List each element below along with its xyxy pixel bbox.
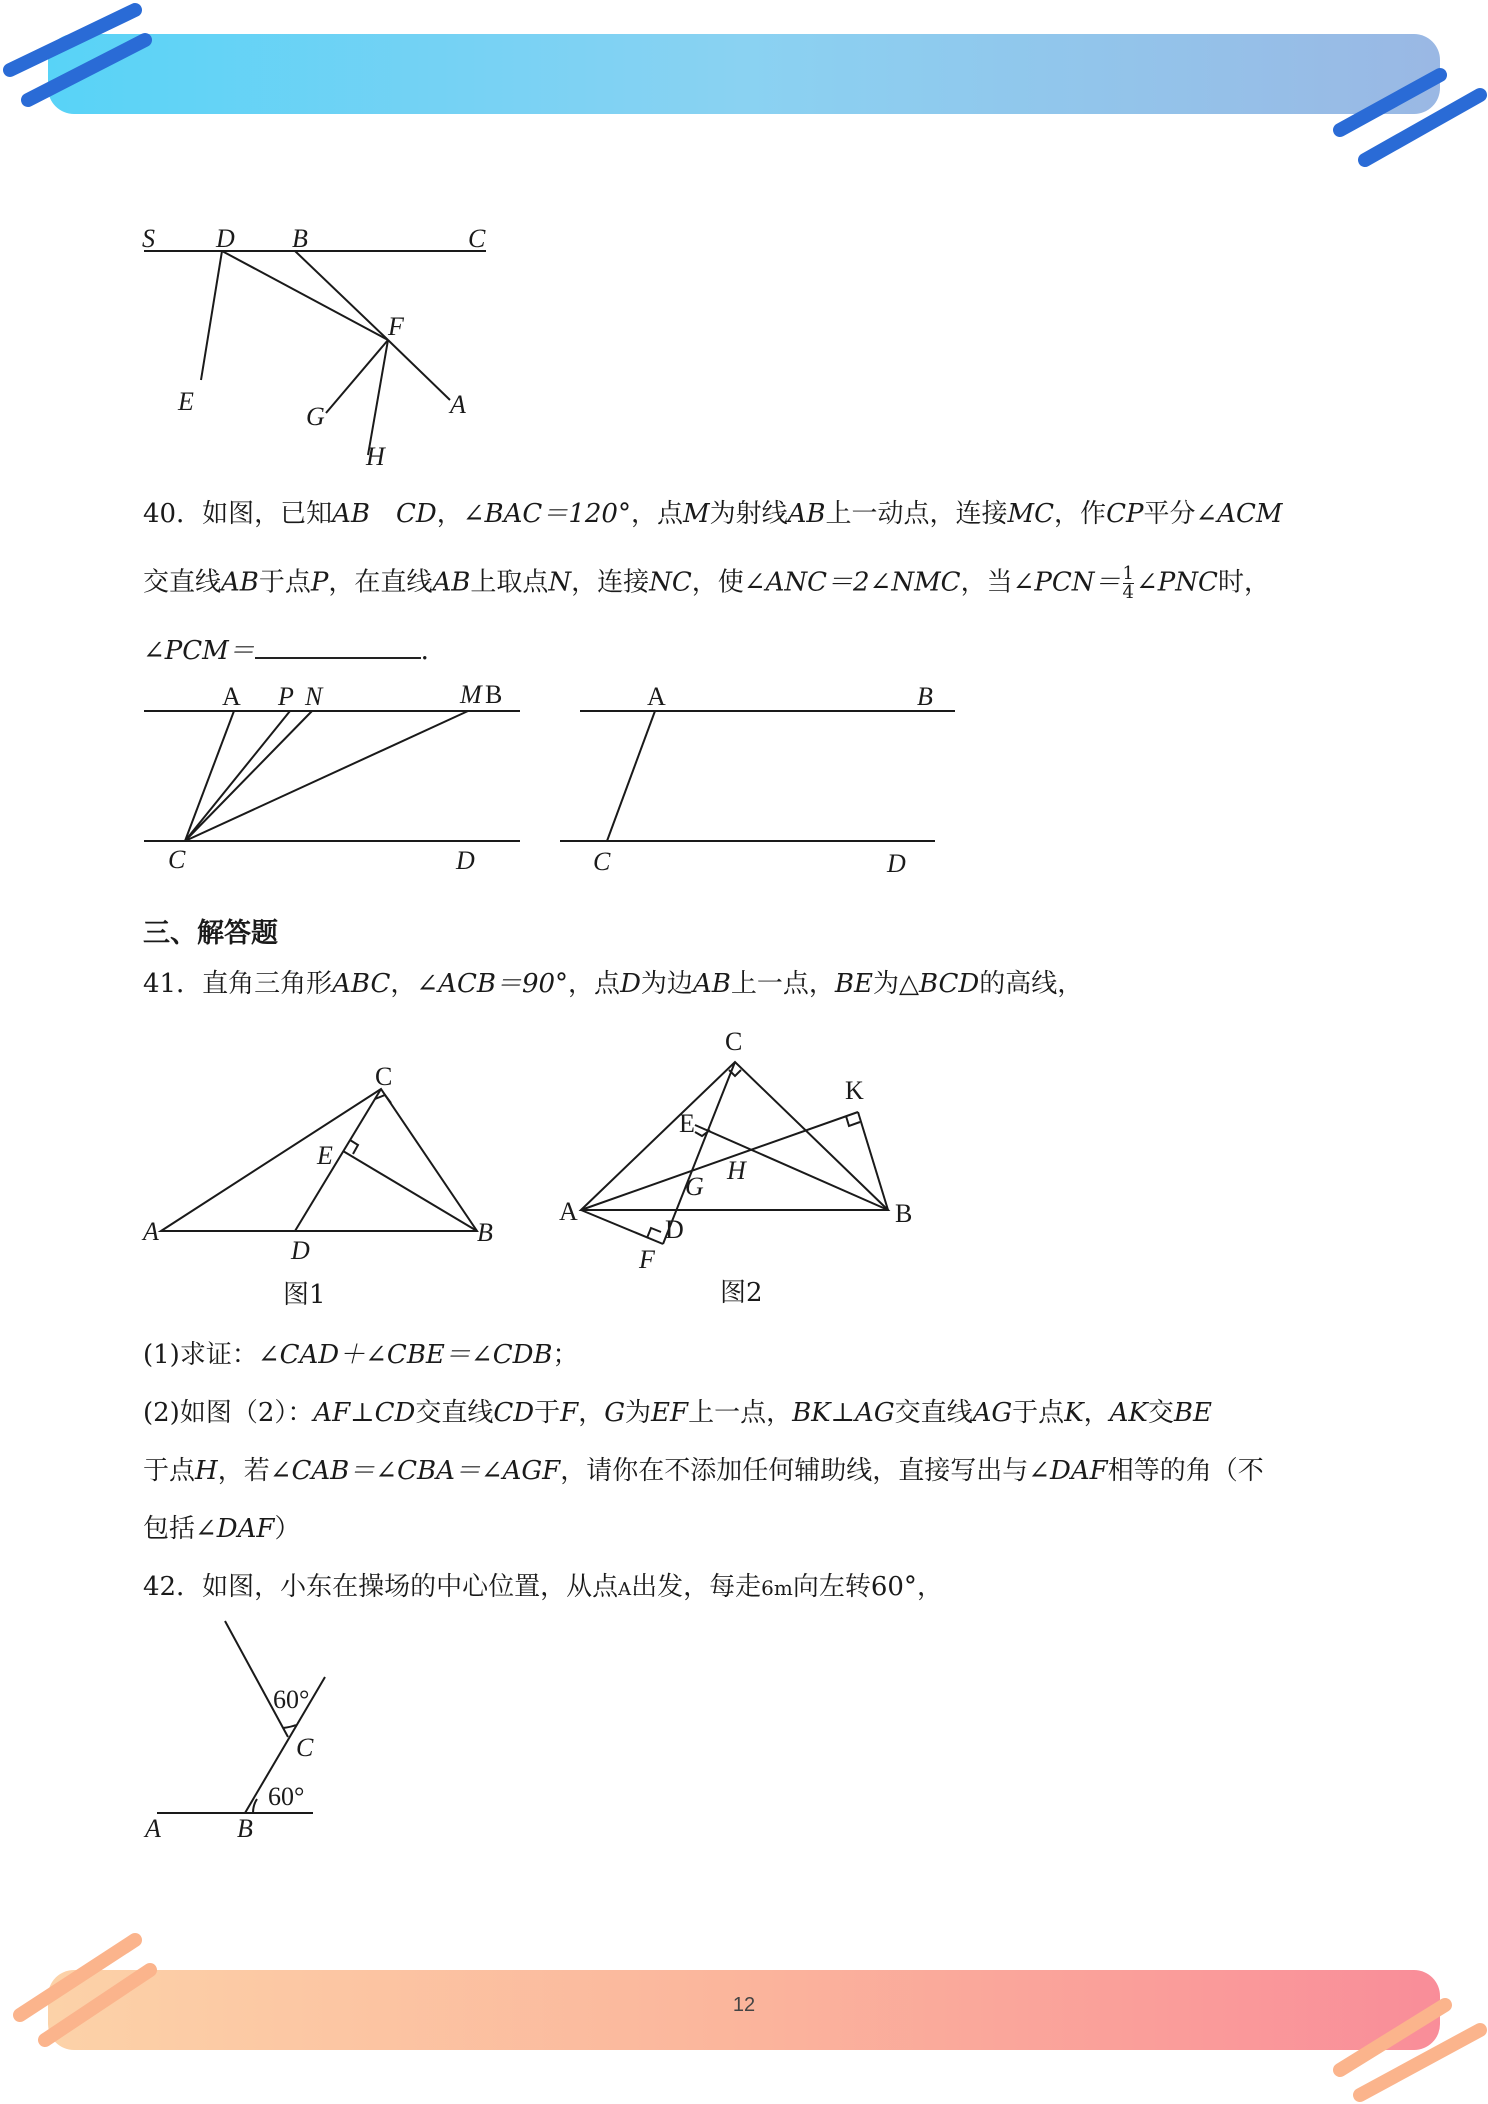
label-B: B [917,682,933,711]
math-BE: BE [834,969,873,999]
q40-text: ，在直线 [328,567,433,598]
q41-text: (2)如图（2）： [143,1398,314,1428]
label-E: E [178,387,194,416]
math-ABC: ABC [332,969,391,999]
label-C: C [593,847,611,876]
label-A: A [559,1197,578,1226]
label-H: H [727,1156,746,1185]
label-F: F [639,1245,655,1274]
q40-text: 上取点 [470,567,549,598]
q41-text: 包括 [143,1514,196,1544]
q41-text: 上一点， [688,1398,793,1428]
math-perp: AF⊥CD [313,1398,416,1428]
label-B: B [485,680,503,709]
q40-text: 上一动点，连接 [825,499,1008,529]
label-D: D [456,846,475,875]
math-F: F [560,1398,579,1428]
q41-text: ， [390,969,417,999]
math-perp: BK⊥AG [792,1398,895,1428]
q42-line1 [143,1570,943,1607]
q41-text: 为 [625,1398,652,1428]
q41-text: ，请你在不添加任何辅助线，直接写出与 [560,1456,1029,1486]
q40-number: 40． [143,499,203,529]
q41-text: (1)求证： [143,1340,258,1370]
math-condition2: ∠PCN＝ [1012,567,1121,598]
math-AB: AB [221,567,259,598]
q41-text: 交直线 [894,1398,973,1428]
q41-text: ， [1083,1398,1110,1428]
label-E: E [679,1109,695,1138]
q41-text: ； [552,1340,579,1370]
label-G: G [685,1172,704,1201]
q42-text: ， [916,1572,943,1602]
math-angle-equation: ∠CAB＝∠CBA＝∠AGF [269,1456,561,1486]
math-EF: EF [651,1398,689,1428]
label-P: P [278,682,294,711]
q40-line2 [143,565,1270,602]
q41-figure1 [135,1055,515,1265]
math-angle-acb: ∠ACB＝90° [416,969,569,999]
fraction-denominator: 4 [1122,582,1134,603]
label-F: F [388,312,404,341]
label-B: B [477,1218,493,1247]
label-G: G [306,402,325,431]
q41-text: 相等的角（不 [1107,1456,1264,1486]
fraction-one-quarter [1123,565,1134,602]
label-C: C [168,845,186,874]
label-A: A [143,1217,159,1246]
q40-text: ，使 [691,567,744,598]
math-angle-bac: ∠BAC＝120° [462,499,631,529]
label-B: B [895,1199,913,1228]
answer-blank[interactable] [255,635,421,659]
math-angle-daf: ∠DAF [1028,1456,1108,1486]
q42-text: 出发，每走 [631,1572,762,1602]
math-AB: AB [787,499,826,529]
math-A: A [618,1579,632,1600]
q41-text: ） [274,1514,301,1544]
q41-text: 上一点， [730,969,835,999]
math-angle-equation: ∠CAD＋∠CBE＝∠CDB [257,1340,553,1370]
math-AB: AB [692,969,731,999]
q40-line1 [143,497,1283,531]
figure2-caption: 图2 [720,1278,763,1308]
label-D: D [291,1236,310,1265]
math-CP: CP [1106,499,1144,529]
math-angle-acm: ∠ACM [1195,499,1283,529]
q42-text: 如图，小东在操场的中心位置，从点 [202,1572,619,1602]
q41-line1 [143,967,1083,1001]
math-AG: AG [972,1398,1013,1428]
q40-text: ． [420,636,447,666]
math-H: H [195,1456,218,1486]
q40-text: ，连接 [571,567,650,598]
q40-text: 平分 [1143,499,1196,529]
fraction-numerator: 1 [1122,563,1134,584]
q41-part2-line1 [143,1396,1212,1430]
q41-text: 交 [1147,1398,1174,1428]
math-M: M [682,499,710,529]
section-title: 三、解答题 [143,918,278,949]
angle-top-label: 60° [273,1685,310,1714]
label-D: D [887,849,906,878]
q41-text: 为边 [640,969,693,999]
angle-bottom-label: 60° [268,1782,305,1811]
label-C: C [375,1062,393,1091]
label-C: C [468,224,486,253]
label-D: D [216,224,235,253]
q40-line3 [143,634,447,668]
label-N: N [305,682,323,711]
math-D: D [620,969,641,999]
math-P: P [310,567,329,598]
math-AK: AK [1109,1398,1148,1428]
label-A: A [222,682,241,711]
q42-number: 42． [143,1572,203,1602]
label-A: A [647,682,666,711]
q40-text: ，当 [960,567,1013,598]
q41-text: 于 [534,1398,561,1428]
q40-figure1 [130,675,530,880]
math-AB: AB [432,567,471,598]
q41-text: ， [578,1398,605,1428]
math-N: N [548,567,572,598]
label-B: B [237,1814,253,1843]
q40-text: ， [436,499,463,529]
q41-text: 直角三角形 [202,969,333,999]
q40-figure2 [555,675,965,880]
label-A: A [450,390,466,419]
math-condition2: ∠PNC [1136,567,1218,598]
q42-text: 向左转 [792,1572,871,1602]
label-C: C [725,1027,743,1056]
q41-part1 [143,1338,579,1372]
math-MC: MC [1007,499,1055,529]
math-NC: NC [649,567,692,598]
label-E: E [317,1141,333,1170]
math-condition1: ∠ANC＝2∠NMC [743,567,961,598]
q40-text: 于点 [258,567,311,598]
q41-text: ，若 [217,1456,270,1486]
q41-part2-line3 [143,1512,300,1546]
q40-text: 时， [1217,567,1270,598]
q41-text: 于点 [1012,1398,1065,1428]
q41-text: ，点 [568,969,621,999]
math-BE: BE [1173,1398,1212,1428]
math-angle: 60° [870,1572,917,1602]
page-number: 12 [732,1994,756,2016]
label-S: S [142,224,155,253]
label-A: A [145,1814,161,1843]
q41-text: 的高线， [979,969,1084,999]
q40-text: ，作 [1054,499,1107,529]
figure-ray-diagram [130,215,500,475]
label-K: K [845,1076,864,1105]
figure1-caption: 图1 [283,1280,326,1310]
label-M: M [460,680,482,709]
math-CD: CD [493,1398,535,1428]
math-angle-daf: ∠DAF [195,1514,275,1544]
label-D: D [665,1215,684,1244]
q40-text: 如图，已知 [202,499,333,529]
q40-text: 交直线 [143,567,222,598]
math-CD: CD [396,499,437,529]
q41-number: 41． [143,969,203,999]
label-C: C [296,1733,314,1762]
q40-text: ，点 [630,499,683,529]
q41-part2-line2 [143,1454,1264,1488]
math-distance: 6m [761,1576,793,1600]
q40-text: 为射线 [709,499,788,529]
math-K: K [1064,1398,1084,1428]
q41-text: 于点 [143,1456,196,1486]
math-angle-pcm: ∠PCM＝ [143,636,255,666]
math-G: G [604,1398,626,1428]
q41-text: 交直线 [415,1398,494,1428]
label-B: B [292,224,308,253]
q41-text: 为 [872,969,899,999]
q42-figure [135,1615,355,1845]
math-triangle-bcd: △BCD [898,969,980,999]
math-AB: AB [332,499,370,529]
q41-figure2 [555,1020,935,1275]
label-H: H [366,442,385,471]
